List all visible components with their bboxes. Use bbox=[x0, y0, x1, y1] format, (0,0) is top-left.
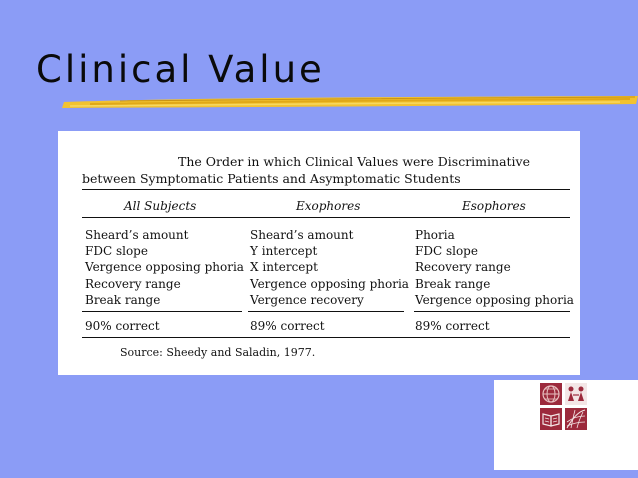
list-item: Recovery range bbox=[85, 276, 181, 291]
logo-card bbox=[494, 380, 638, 470]
list-item: Vergence opposing phoria bbox=[250, 276, 409, 291]
list-item: Phoria bbox=[415, 228, 455, 242]
column-rule-2 bbox=[248, 311, 404, 312]
list-item: X intercept bbox=[250, 260, 318, 275]
header-rule bbox=[82, 217, 570, 218]
column-list-esophores bbox=[415, 227, 574, 308]
globe-icon bbox=[540, 383, 562, 405]
table-title-line2: between Symptomatic Patients and Asymptomatic Students bbox=[82, 171, 461, 186]
column-header-esophores: Esophores bbox=[462, 199, 526, 213]
figures-icon bbox=[565, 383, 587, 405]
column-rule-3 bbox=[414, 311, 570, 312]
list-item: Vergence opposing phoria bbox=[415, 292, 574, 307]
table-title-line1: The Order in which Clinical Values were Discriminative bbox=[178, 154, 531, 169]
result-all-subjects: 90% correct bbox=[85, 319, 160, 333]
book-icon bbox=[540, 408, 562, 430]
result-esophores: 89% correct bbox=[415, 319, 490, 333]
result-exophores: 89% correct bbox=[250, 319, 325, 333]
table-bottom-rule bbox=[82, 337, 570, 338]
list-item: Break range bbox=[415, 276, 491, 291]
table-title bbox=[82, 153, 572, 187]
list-item: Break range bbox=[85, 292, 161, 307]
table-source: Source: Sheedy and Saladin, 1977. bbox=[120, 346, 316, 359]
list-item: Sheard’s amount bbox=[250, 228, 354, 242]
list-item: Vergence recovery bbox=[250, 292, 364, 307]
column-rule-1 bbox=[82, 311, 242, 312]
slide-title: Clinical Value bbox=[36, 48, 325, 91]
table-figure bbox=[58, 131, 580, 375]
list-item: Y intercept bbox=[250, 244, 318, 259]
title-underline-decoration bbox=[60, 92, 638, 114]
globe-grid-icon bbox=[565, 408, 587, 430]
list-item: Sheard’s amount bbox=[85, 228, 189, 242]
column-header-exophores: Exophores bbox=[296, 199, 361, 213]
table-top-rule bbox=[82, 189, 570, 190]
column-list-all-subjects bbox=[85, 227, 244, 308]
list-item: Recovery range bbox=[415, 260, 511, 275]
list-item: Vergence opposing phoria bbox=[85, 260, 244, 275]
list-item: FDC slope bbox=[415, 244, 478, 259]
column-header-all-subjects: All Subjects bbox=[124, 199, 197, 213]
list-item: FDC slope bbox=[85, 244, 148, 259]
column-list-exophores bbox=[250, 227, 409, 308]
